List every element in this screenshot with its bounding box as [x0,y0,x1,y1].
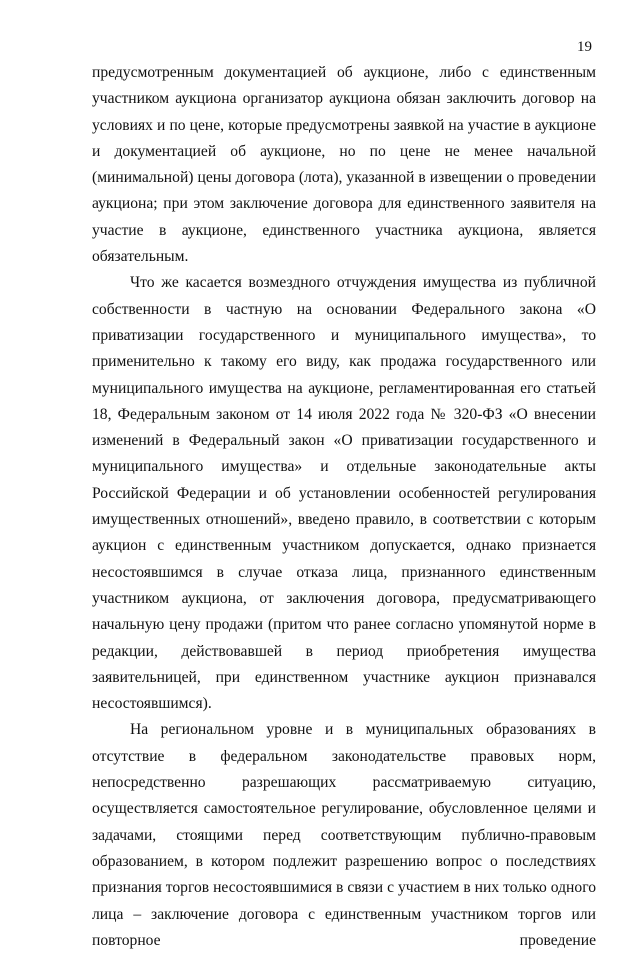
paragraph-2: Что же касается возмездного отчуждения имущества из публичной собственности в частную на основании Федерального закона «О приватизации государственного и муниципального имущества», то применительно к такому его виду, как продажа государственного или муниципального имущества на аукционе, регламентированная его статьей 18, Федеральным законом от 14 июля 2022 года № 320-ФЗ «О внесении изменений в Федеральный закон «О приватизации государственного и муниципального имущества» и отдельные законодательные акты Российской Федерации и об установлении особенностей регулирования имущественных отношений», введено правило, в соответствии с которым аукцион с единственным участником допускается, однако признается несостоявшимся в случае отказа лица, признанного единственным участником аукциона, от заключения договора, предусматривающего начальную цену продажи (притом что ранее согласно упомянутой норме в редакции, действовавшей в период приобретения имущества заявительницей, при единственном участнике аукцион признавался несостоявшимся). [92,274,596,713]
document-body [92,60,596,954]
paragraph-1: предусмотренным документацией об аукционе, либо с единственным участником аукциона организатор аукциона обязан заключить договор на условиях и по цене, которые предусмотрены заявкой на участие в аукционе и документацией об аукционе, но по цене не менее начальной (минимальной) цены договора (лота), указанной в извещении о проведении аукциона; при этом заключение договора для единственного заявителя на участие в аукционе, единственного участника аукциона, является обязательным. [92,64,596,266]
paragraph-3: На региональном уровне и в муниципальных образованиях в отсутствие в федеральном законодательстве правовых норм, непосредственно разрешающих рассматриваемую ситуацию, осуществляется самостоятельное регулирование, обусловленное целями и задачами, стоящими перед соответствующим публично-правовым образованием, в котором подлежит разрешению вопрос о последствиях признания торгов несостоявшимися в связи с участием в них только одного лица – заключение договора с единственным участником торгов или повторное проведение [92,721,596,949]
page-number: 19 [577,39,592,55]
